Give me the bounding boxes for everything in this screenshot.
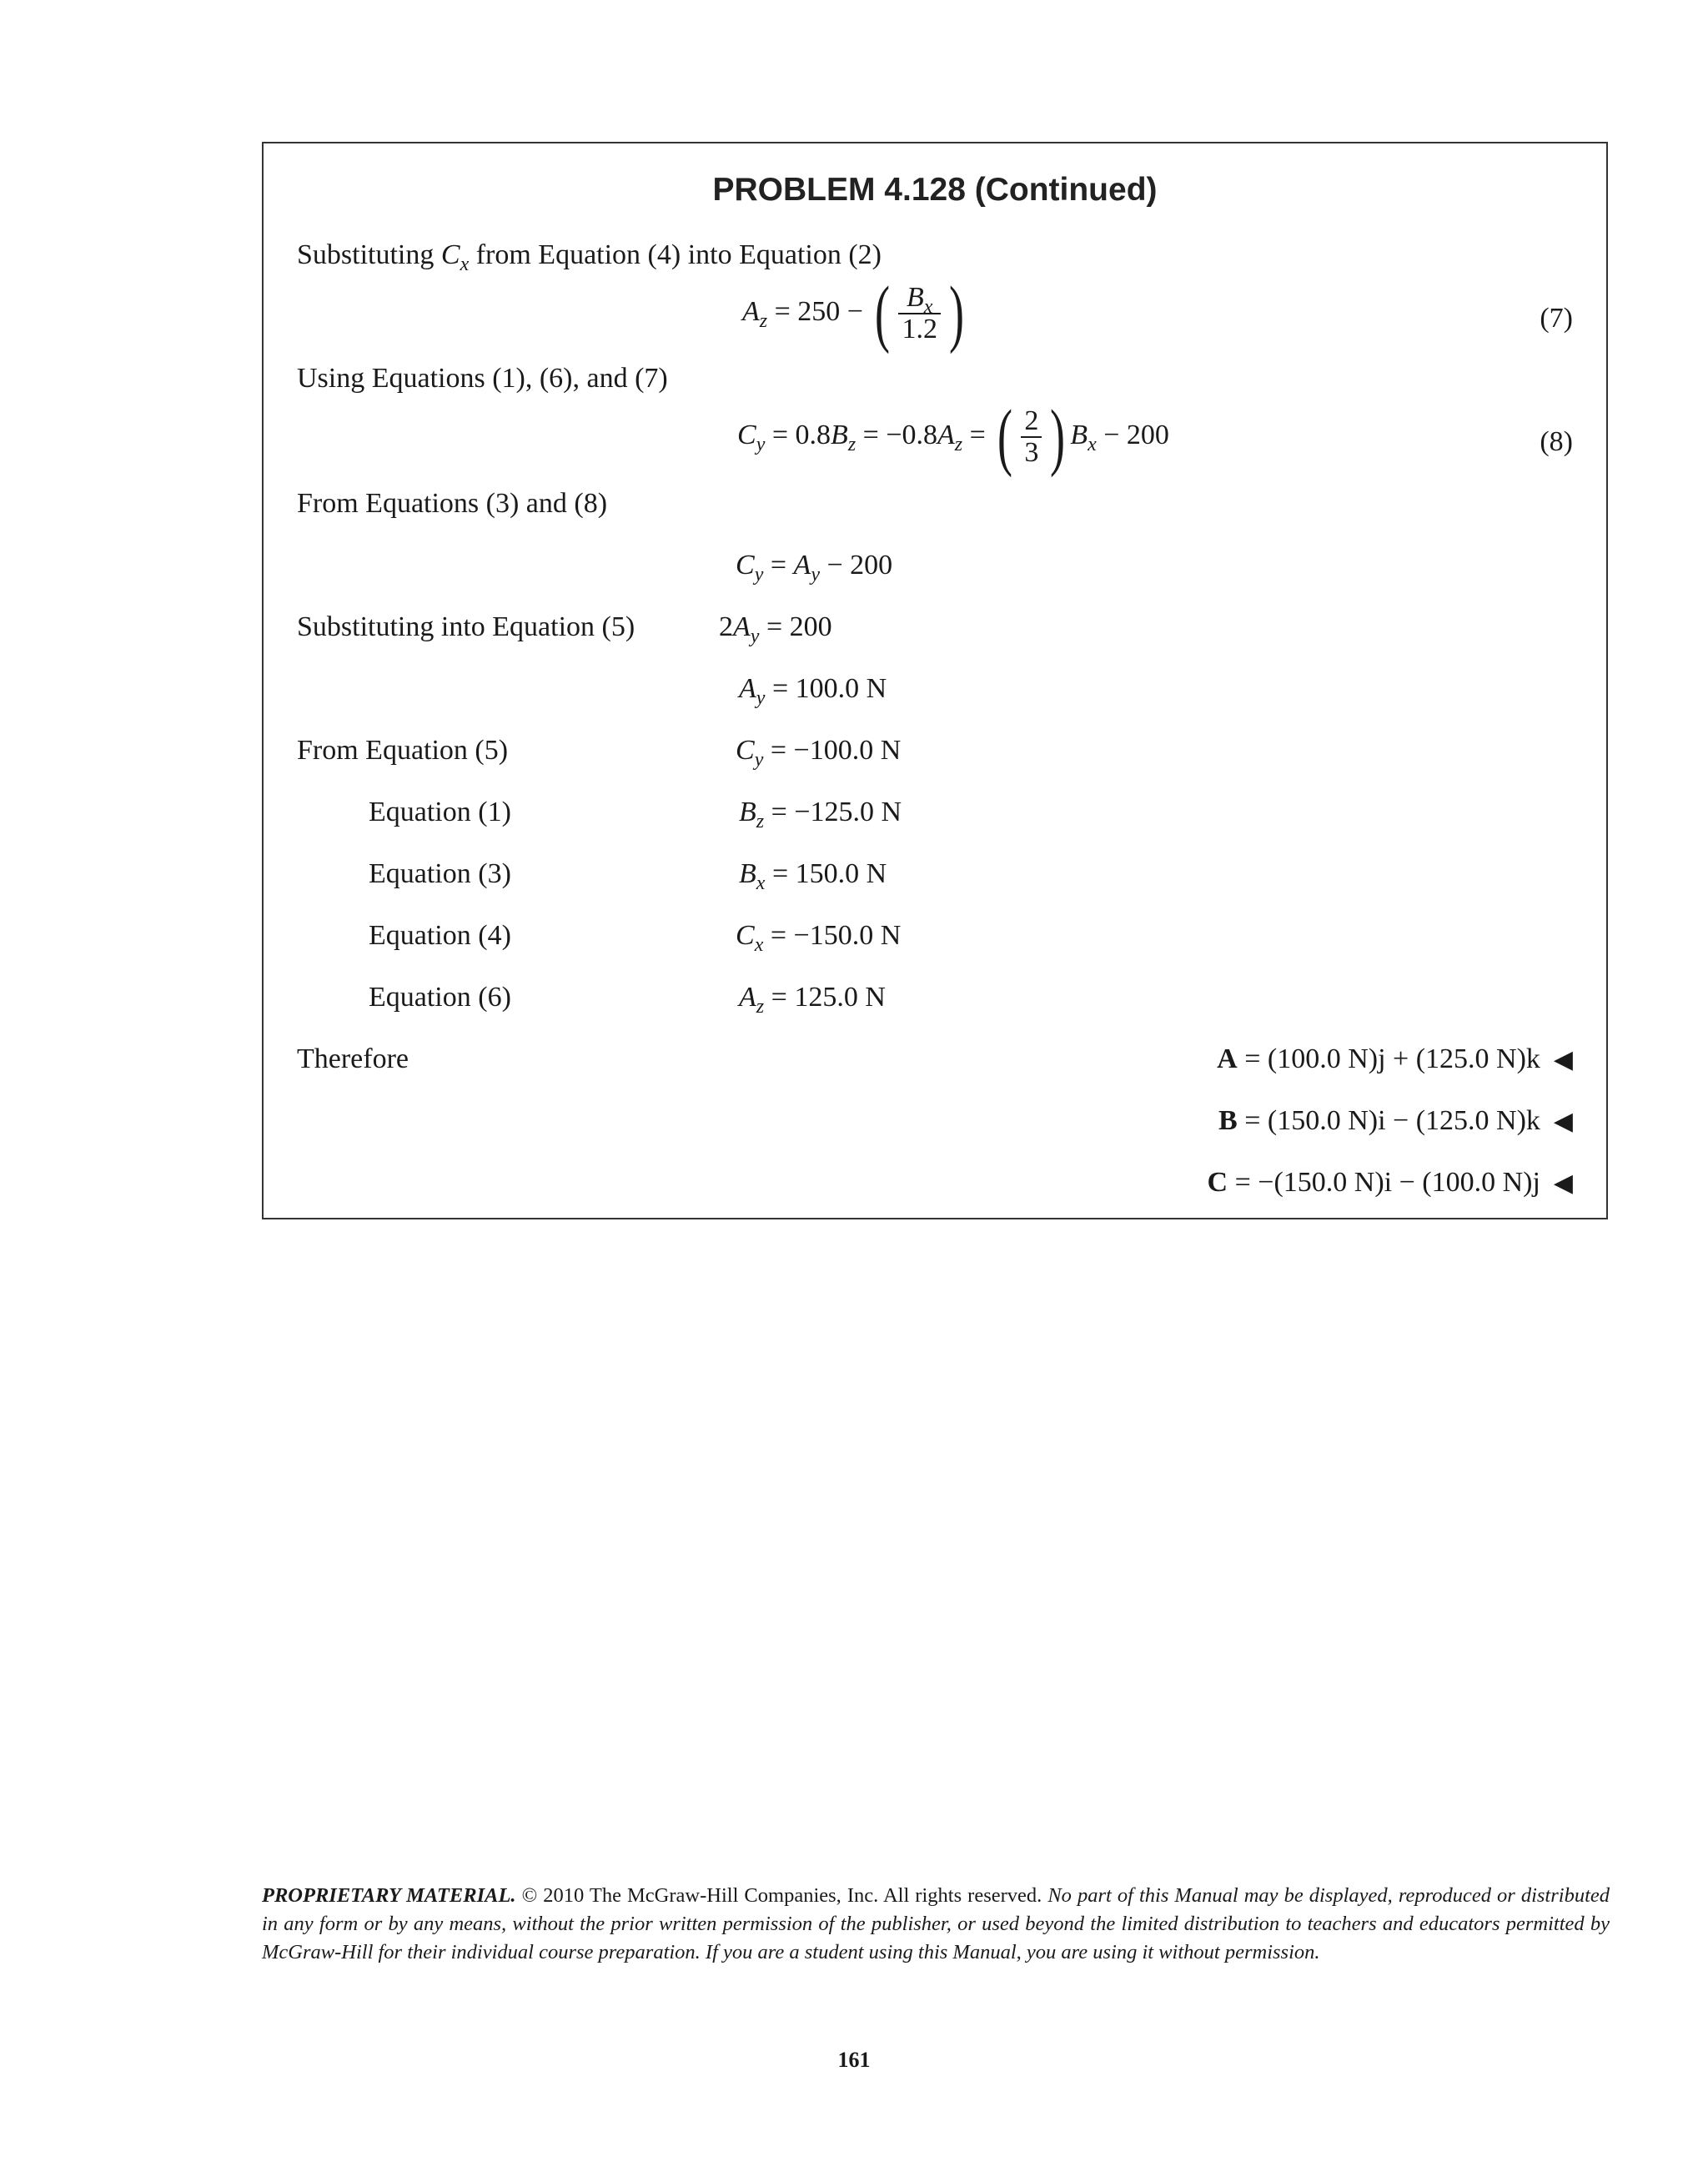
result-cx: $C_x = -150.0$ N xyxy=(736,920,902,956)
label-eq1: Equation (1) xyxy=(369,797,511,827)
equation-cy-ay: $C_y = A_y - 200$ xyxy=(736,550,893,586)
result-az: $A_z = 125.0$ N xyxy=(739,982,886,1018)
answer-marker-icon: ◀ xyxy=(1553,1108,1573,1135)
label-therefore: Therefore xyxy=(297,1043,409,1074)
equation-2ay: $2A_y = 200$ xyxy=(719,611,832,647)
final-answer-c: C = −(150.0 N)i − (100.0 N)j ◀ xyxy=(1207,1167,1573,1198)
result-cy: $C_y = -100.0$ N xyxy=(736,735,902,771)
answer-marker-icon: ◀ xyxy=(1553,1046,1573,1073)
label-eq4: Equation (4) xyxy=(369,920,511,951)
result-ay: $A_y = 100.0$ N xyxy=(739,673,887,709)
label-substituting-cx: Substituting $C_x$ from Equation (4) into Equation (2) xyxy=(297,239,882,275)
label-from-equations-3-8: From Equations (3) and (8) xyxy=(297,488,608,519)
label-from-eq5: From Equation (5) xyxy=(297,735,509,766)
problem-title: PROBLEM 4.128 (Continued) xyxy=(712,172,1158,208)
final-answer-b: B = (150.0 N)i − (125.0 N)k ◀ xyxy=(1218,1105,1573,1136)
equation-7: $A_z = 250$ − ( $\frac{B_x}{1.2}$ ) xyxy=(742,272,964,355)
copyright-footer: PROPRIETARY MATERIAL. © 2010 The McGraw-Hill Companies, Inc. All rights reserved. No part of this Manual may be displayed, reproduced or distributed in any form or by any means, without the prior written permission of the publisher, or used beyond the limited distribution to teachers and educators permitted by McGraw-Hill for their individual course preparation. If you are a student using this Manual, you are using it without permission. xyxy=(262,1884,1610,1963)
problem-box xyxy=(262,142,1608,1219)
label-eq3: Equation (3) xyxy=(369,858,511,889)
final-answer-a: A = (100.0 N)j + (125.0 N)k ◀ xyxy=(1217,1043,1573,1074)
result-bz: $B_z = -125.0$ N xyxy=(739,797,902,832)
label-using-equations: Using Equations (1), (6), and (7) xyxy=(297,363,668,394)
equation-8: $C_y = 0.8B_z = -0.8A_z$ = ( $\frac{2}{3}$ ) $B_x - 200$ xyxy=(737,395,1169,479)
answer-marker-icon: ◀ xyxy=(1553,1169,1573,1197)
equation-number-7: (7) xyxy=(1540,303,1573,334)
result-bx: $B_x = 150.0$ N xyxy=(739,858,887,894)
label-substituting-eq5: Substituting into Equation (5) xyxy=(297,611,635,642)
label-eq6: Equation (6) xyxy=(369,982,511,1013)
page-number: 161 xyxy=(837,2048,871,2072)
equation-number-8: (8) xyxy=(1540,426,1573,457)
